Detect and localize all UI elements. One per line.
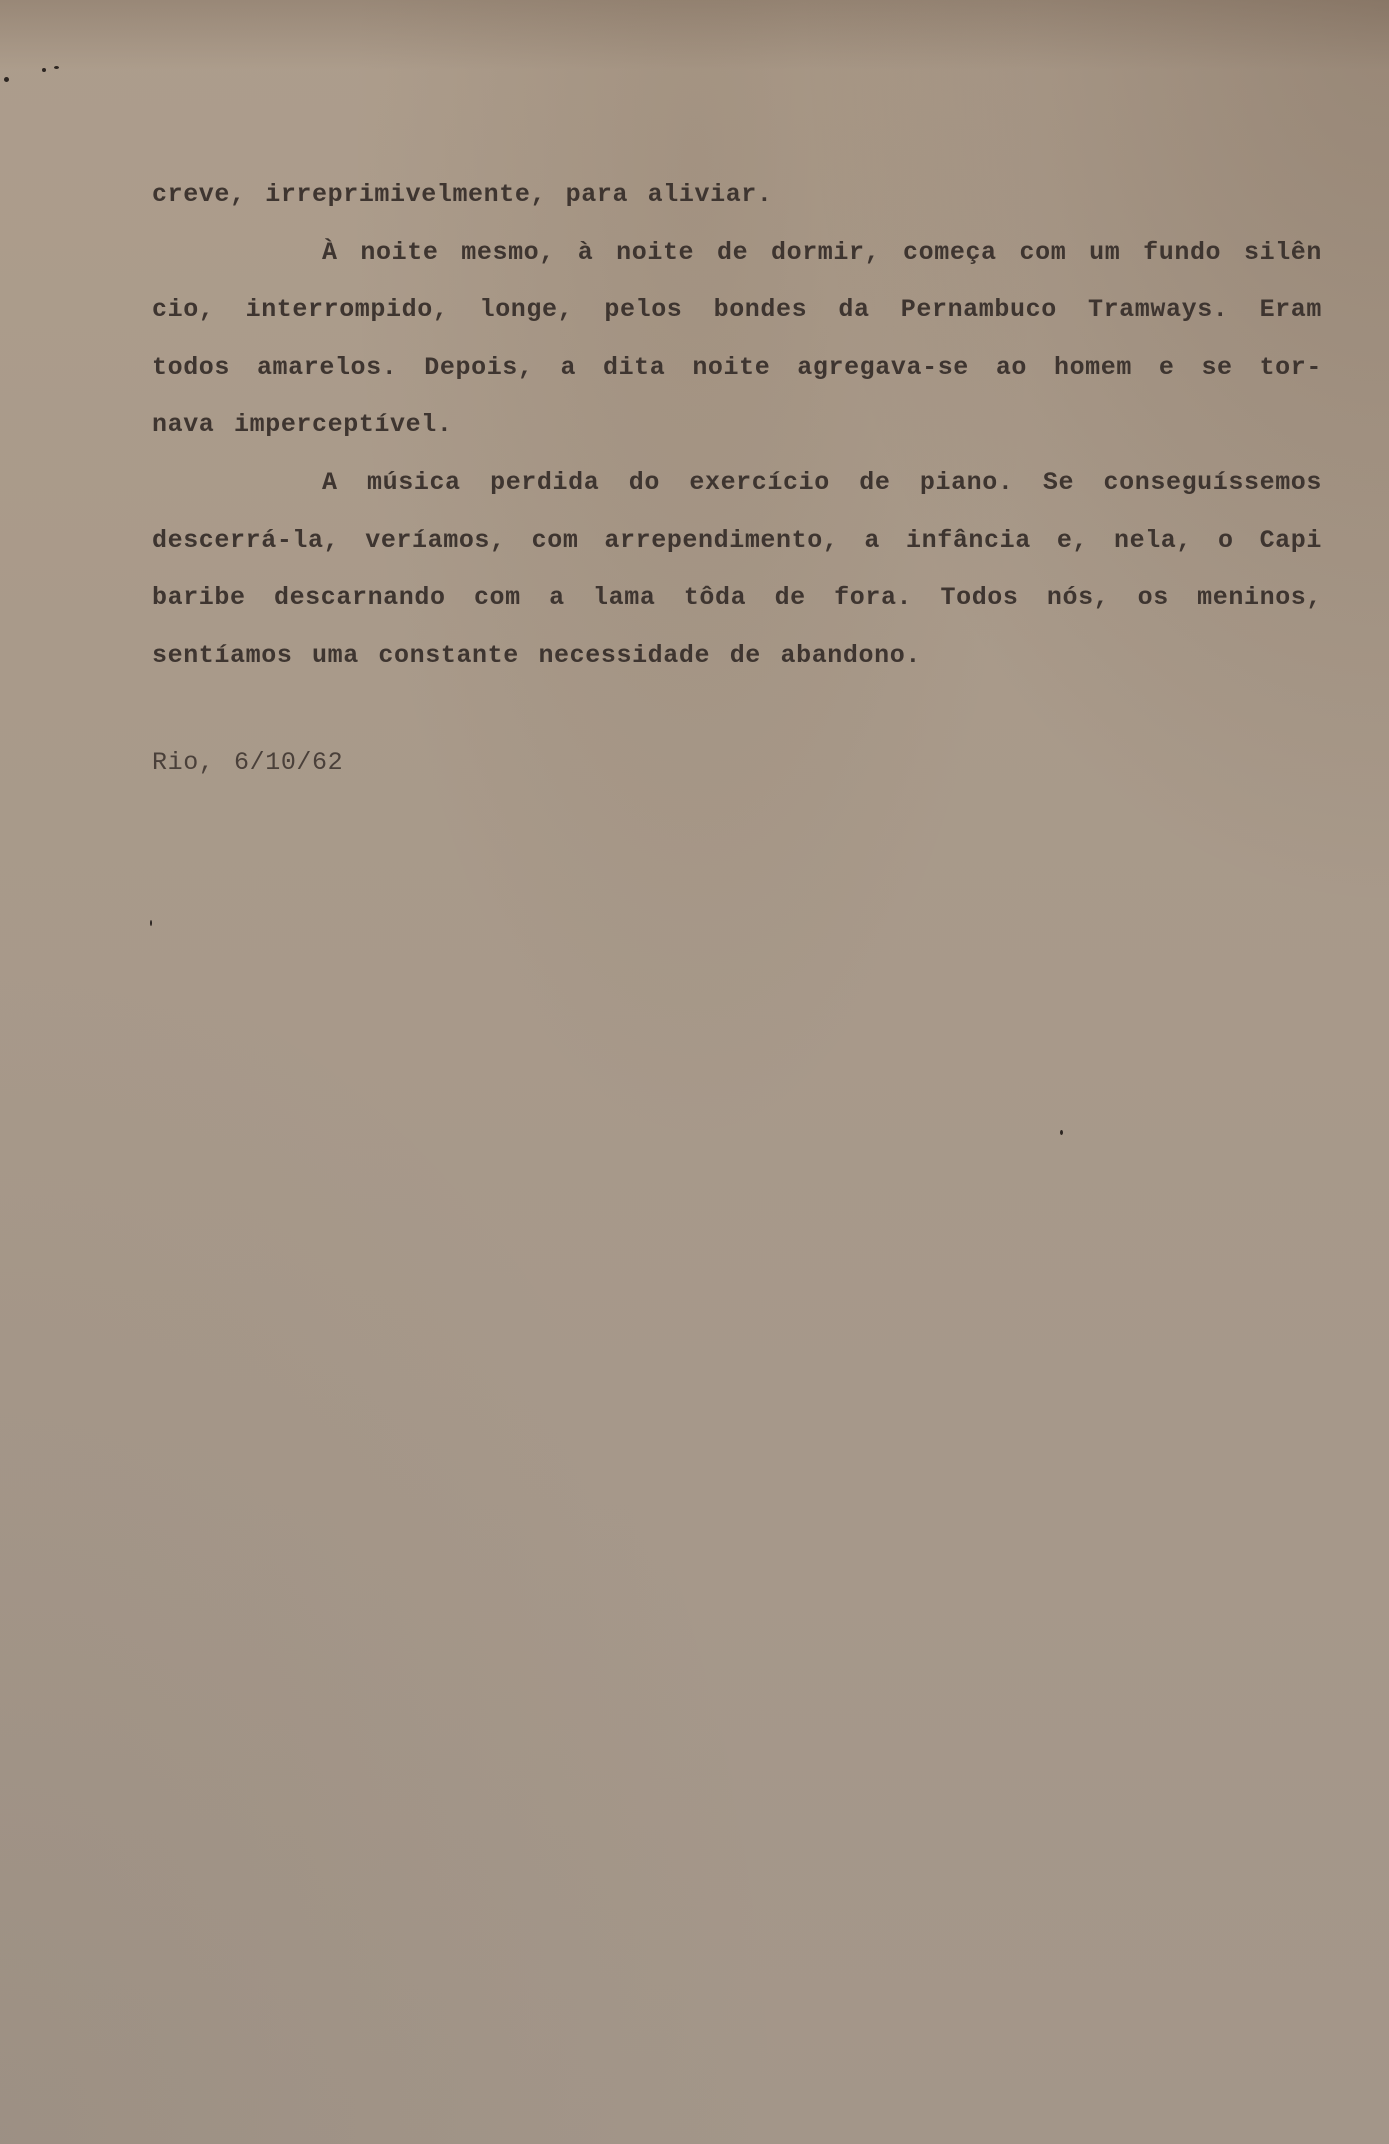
date-signature: Rio, 6/10/62: [152, 748, 344, 778]
text-line: creve, irreprimivelmente, para aliviar.: [152, 180, 773, 209]
text-line: todos amarelos. Depois, a dita noite agregava-se ao homem e se tor-: [152, 352, 1322, 382]
ink-speck: [42, 68, 46, 72]
ink-speck: [1060, 1130, 1063, 1135]
paragraph-2: [152, 224, 1322, 454]
text-line: cio, interrompido, longe, pelos bondes da Pernambuco Tramways. Eram: [152, 295, 1322, 325]
ink-speck: [4, 77, 9, 82]
ink-speck: [150, 920, 152, 926]
paragraph-3: [152, 454, 1322, 684]
paragraph-1: [152, 166, 1322, 224]
text-line: baribe descarnando com a lama tôda de fora. Todos nós, os meninos,: [152, 583, 1322, 613]
paper-shadow: [0, 0, 1389, 70]
text-line: À noite mesmo, à noite de dormir, começa com um fundo silên: [322, 237, 1322, 267]
text-line: descerrá-la, veríamos, com arrependimento, a infância e, nela, o Capi: [152, 525, 1322, 555]
ink-speck: [54, 66, 59, 69]
letter-body: [152, 166, 1322, 792]
text-line: A música perdida do exercício de piano. Se conseguíssemos: [322, 467, 1322, 497]
text-line: sentíamos uma constante necessidade de abandono.: [152, 640, 921, 670]
text-line: nava imperceptível.: [152, 410, 453, 440]
